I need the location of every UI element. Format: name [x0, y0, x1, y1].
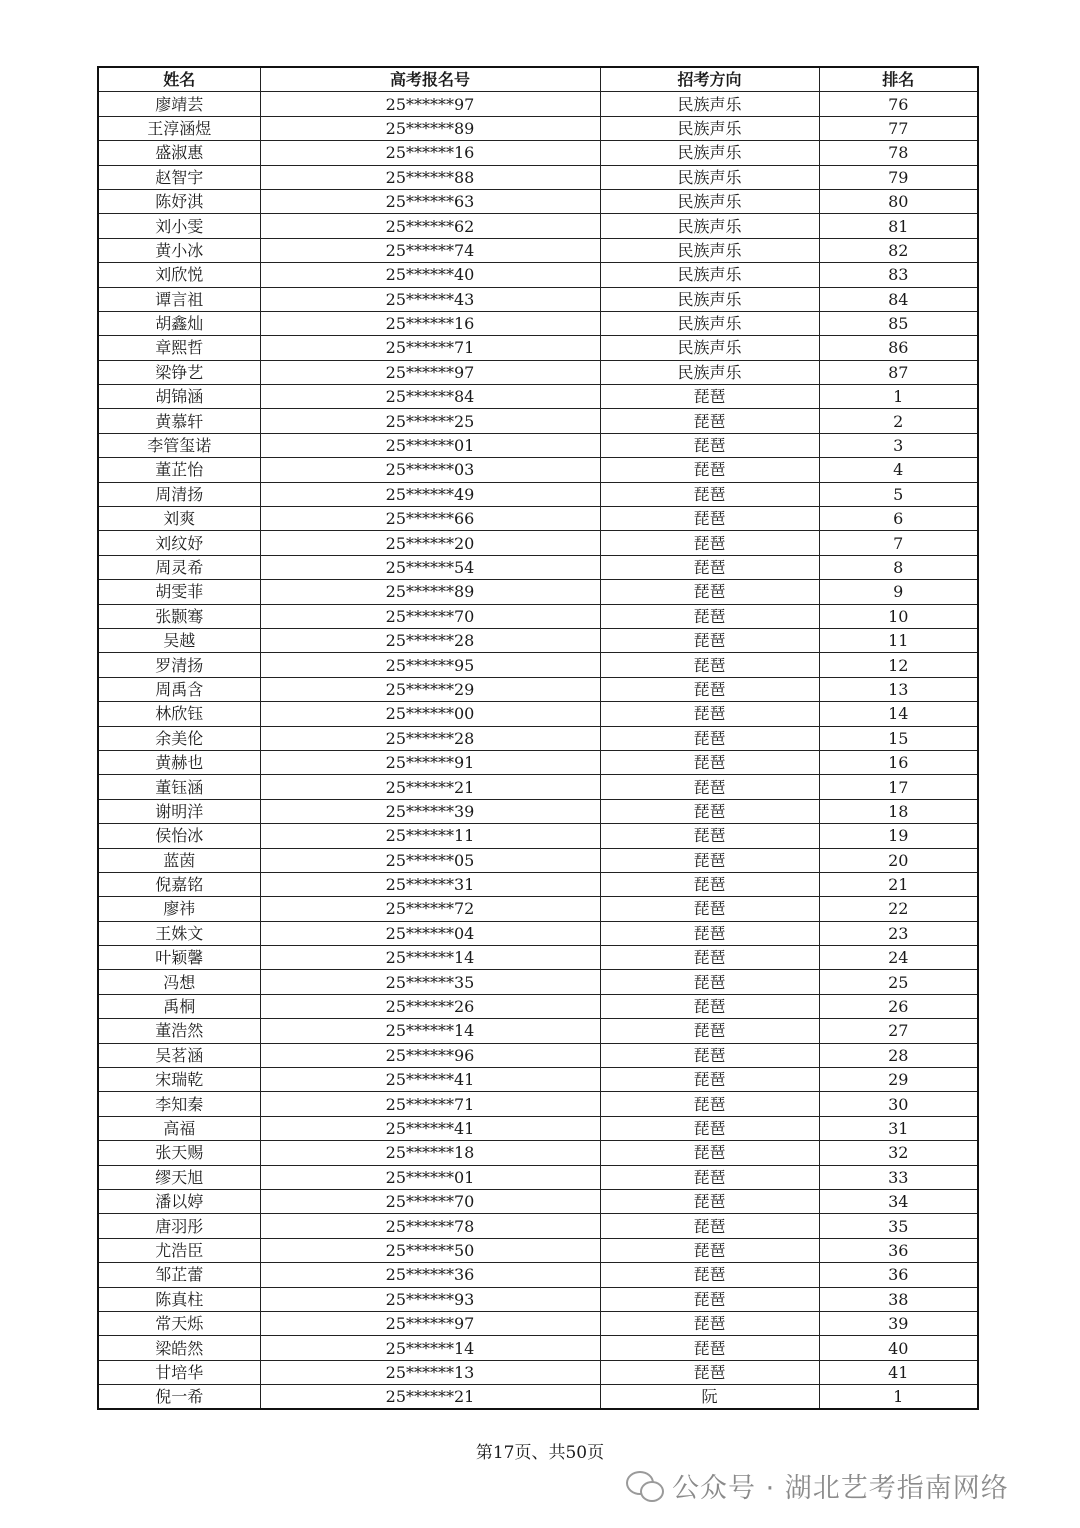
- cell-rank: 4: [819, 458, 978, 482]
- cell-exam-id: 25******41: [260, 1116, 600, 1140]
- cell-exam-id: 25******16: [260, 311, 600, 335]
- cell-rank: 40: [819, 1336, 978, 1360]
- cell-exam-id: 25******31: [260, 872, 600, 896]
- cell-name: 余美伦: [98, 726, 260, 750]
- cell-direction: 琵琶: [600, 458, 819, 482]
- cell-name: 黄小冰: [98, 238, 260, 262]
- cell-name: 李管玺诺: [98, 433, 260, 457]
- cell-direction: 琵琶: [600, 1238, 819, 1262]
- cell-rank: 19: [819, 824, 978, 848]
- table-row: [98, 336, 978, 360]
- cell-direction: 民族声乐: [600, 238, 819, 262]
- cell-name: 黄慕轩: [98, 409, 260, 433]
- cell-exam-id: 25******93: [260, 1287, 600, 1311]
- table-row: [98, 1189, 978, 1213]
- cell-exam-id: 25******05: [260, 848, 600, 872]
- cell-direction: 琵琶: [600, 531, 819, 555]
- cell-direction: 琵琶: [600, 1116, 819, 1140]
- table-row: [98, 92, 978, 116]
- cell-rank: 18: [819, 799, 978, 823]
- cell-direction: 民族声乐: [600, 360, 819, 384]
- cell-exam-id: 25******70: [260, 604, 600, 628]
- table-row: [98, 1165, 978, 1189]
- cell-direction: 民族声乐: [600, 214, 819, 238]
- cell-direction: 民族声乐: [600, 189, 819, 213]
- cell-exam-id: 25******13: [260, 1360, 600, 1384]
- cell-exam-id: 25******39: [260, 799, 600, 823]
- cell-direction: 琵琶: [600, 1165, 819, 1189]
- cell-rank: 41: [819, 1360, 978, 1384]
- cell-direction: 琵琶: [600, 946, 819, 970]
- cell-direction: 琵琶: [600, 872, 819, 896]
- cell-rank: 30: [819, 1092, 978, 1116]
- cell-direction: 民族声乐: [600, 311, 819, 335]
- table-row: [98, 482, 978, 506]
- table-row: [98, 165, 978, 189]
- watermark-text: 公众号 · 湖北艺考指南网络: [672, 1473, 1009, 1504]
- cell-name: 盛淑惠: [98, 141, 260, 165]
- cell-exam-id: 25******01: [260, 433, 600, 457]
- cell-rank: 24: [819, 946, 978, 970]
- cell-direction: 琵琶: [600, 750, 819, 774]
- cell-rank: 32: [819, 1141, 978, 1165]
- table-row: [98, 897, 978, 921]
- table-row: [98, 1311, 978, 1335]
- table-row: [98, 458, 978, 482]
- table-row: [98, 214, 978, 238]
- table-row: [98, 1141, 978, 1165]
- cell-name: 倪一希: [98, 1385, 260, 1410]
- cell-name: 董浩然: [98, 1019, 260, 1043]
- cell-direction: 琵琶: [600, 580, 819, 604]
- table-row: [98, 507, 978, 531]
- cell-rank: 16: [819, 750, 978, 774]
- cell-rank: 2: [819, 409, 978, 433]
- cell-exam-id: 25******35: [260, 970, 600, 994]
- cell-exam-id: 25******66: [260, 507, 600, 531]
- wechat-icon: [626, 1469, 664, 1503]
- cell-rank: 76: [819, 92, 978, 116]
- table-row: [98, 702, 978, 726]
- cell-direction: 民族声乐: [600, 141, 819, 165]
- cell-name: 董钰涵: [98, 775, 260, 799]
- table-row: [98, 799, 978, 823]
- cell-name: 周清扬: [98, 482, 260, 506]
- cell-direction: 琵琶: [600, 1141, 819, 1165]
- cell-exam-id: 25******50: [260, 1238, 600, 1262]
- header-rank: 排名: [819, 67, 978, 92]
- cell-exam-id: 25******28: [260, 726, 600, 750]
- cell-direction: 民族声乐: [600, 116, 819, 140]
- cell-rank: 13: [819, 677, 978, 701]
- cell-exam-id: 25******20: [260, 531, 600, 555]
- cell-rank: 34: [819, 1189, 978, 1213]
- cell-rank: 17: [819, 775, 978, 799]
- cell-rank: 25: [819, 970, 978, 994]
- cell-name: 黄赫也: [98, 750, 260, 774]
- table-body: [98, 92, 978, 1410]
- cell-rank: 14: [819, 702, 978, 726]
- cell-exam-id: 25******88: [260, 165, 600, 189]
- cell-name: 刘爽: [98, 507, 260, 531]
- cell-rank: 86: [819, 336, 978, 360]
- cell-direction: 琵琶: [600, 1287, 819, 1311]
- cell-rank: 27: [819, 1019, 978, 1043]
- cell-name: 吴越: [98, 628, 260, 652]
- cell-exam-id: 25******70: [260, 1189, 600, 1213]
- cell-name: 吴茗涵: [98, 1043, 260, 1067]
- cell-rank: 15: [819, 726, 978, 750]
- cell-exam-id: 25******26: [260, 994, 600, 1018]
- cell-direction: 琵琶: [600, 1068, 819, 1092]
- table-row: [98, 116, 978, 140]
- cell-direction: 琵琶: [600, 604, 819, 628]
- cell-rank: 80: [819, 189, 978, 213]
- table-row: [98, 677, 978, 701]
- cell-exam-id: 25******89: [260, 580, 600, 604]
- cell-exam-id: 25******03: [260, 458, 600, 482]
- cell-direction: 琵琶: [600, 897, 819, 921]
- cell-exam-id: 25******62: [260, 214, 600, 238]
- table-row: [98, 848, 978, 872]
- cell-exam-id: 25******49: [260, 482, 600, 506]
- cell-rank: 6: [819, 507, 978, 531]
- cell-name: 刘小雯: [98, 214, 260, 238]
- cell-exam-id: 25******21: [260, 775, 600, 799]
- cell-exam-id: 25******63: [260, 189, 600, 213]
- table-row: [98, 946, 978, 970]
- cell-direction: 民族声乐: [600, 336, 819, 360]
- cell-direction: 琵琶: [600, 824, 819, 848]
- cell-rank: 81: [819, 214, 978, 238]
- table-row: [98, 555, 978, 579]
- table-row: [98, 360, 978, 384]
- cell-direction: 琵琶: [600, 653, 819, 677]
- table-row: [98, 604, 978, 628]
- cell-exam-id: 25******97: [260, 92, 600, 116]
- cell-rank: 26: [819, 994, 978, 1018]
- cell-name: 张颢骞: [98, 604, 260, 628]
- cell-exam-id: 25******97: [260, 1311, 600, 1335]
- cell-direction: 琵琶: [600, 848, 819, 872]
- table-row: [98, 1238, 978, 1262]
- table-row: [98, 1214, 978, 1238]
- cell-exam-id: 25******97: [260, 360, 600, 384]
- cell-rank: 10: [819, 604, 978, 628]
- cell-exam-id: 25******36: [260, 1263, 600, 1287]
- table-row: [98, 1019, 978, 1043]
- cell-exam-id: 25******72: [260, 897, 600, 921]
- cell-direction: 琵琶: [600, 1043, 819, 1067]
- table-row: [98, 726, 978, 750]
- cell-name: 缪天旭: [98, 1165, 260, 1189]
- cell-rank: 36: [819, 1238, 978, 1262]
- table-row: [98, 1092, 978, 1116]
- table-row: [98, 311, 978, 335]
- cell-name: 胡锦涵: [98, 385, 260, 409]
- cell-exam-id: 25******14: [260, 1019, 600, 1043]
- cell-exam-id: 25******01: [260, 1165, 600, 1189]
- cell-exam-id: 25******16: [260, 141, 600, 165]
- cell-exam-id: 25******43: [260, 287, 600, 311]
- table-header-row: [98, 67, 978, 92]
- table-row: [98, 433, 978, 457]
- cell-rank: 3: [819, 433, 978, 457]
- cell-rank: 21: [819, 872, 978, 896]
- cell-name: 冯想: [98, 970, 260, 994]
- cell-name: 张天赐: [98, 1141, 260, 1165]
- cell-exam-id: 25******54: [260, 555, 600, 579]
- cell-name: 谢明洋: [98, 799, 260, 823]
- header-exam-id: 高考报名号: [260, 67, 600, 92]
- cell-name: 刘纹妤: [98, 531, 260, 555]
- cell-direction: 琵琶: [600, 507, 819, 531]
- table-row: [98, 921, 978, 945]
- cell-rank: 5: [819, 482, 978, 506]
- watermark: [626, 1466, 1009, 1505]
- cell-name: 廖祎: [98, 897, 260, 921]
- cell-name: 陈真柱: [98, 1287, 260, 1311]
- cell-rank: 1: [819, 1385, 978, 1410]
- cell-name: 周禹含: [98, 677, 260, 701]
- cell-exam-id: 25******71: [260, 336, 600, 360]
- table-row: [98, 1116, 978, 1140]
- cell-name: 唐羽彤: [98, 1214, 260, 1238]
- cell-rank: 36: [819, 1263, 978, 1287]
- cell-name: 谭言祖: [98, 287, 260, 311]
- cell-rank: 35: [819, 1214, 978, 1238]
- cell-name: 王姝文: [98, 921, 260, 945]
- cell-exam-id: 25******25: [260, 409, 600, 433]
- cell-name: 胡鑫灿: [98, 311, 260, 335]
- cell-exam-id: 25******74: [260, 238, 600, 262]
- table-row: [98, 994, 978, 1018]
- cell-exam-id: 25******14: [260, 1336, 600, 1360]
- cell-rank: 83: [819, 263, 978, 287]
- cell-name: 周灵希: [98, 555, 260, 579]
- cell-direction: 琵琶: [600, 1311, 819, 1335]
- table-row: [98, 775, 978, 799]
- cell-name: 高福: [98, 1116, 260, 1140]
- cell-exam-id: 25******04: [260, 921, 600, 945]
- cell-direction: 琵琶: [600, 385, 819, 409]
- table-row: [98, 580, 978, 604]
- cell-direction: 琵琶: [600, 775, 819, 799]
- table-row: [98, 1336, 978, 1360]
- cell-direction: 阮: [600, 1385, 819, 1410]
- cell-rank: 31: [819, 1116, 978, 1140]
- cell-direction: 民族声乐: [600, 92, 819, 116]
- cell-name: 倪嘉铭: [98, 872, 260, 896]
- cell-exam-id: 25******14: [260, 946, 600, 970]
- cell-name: 李知秦: [98, 1092, 260, 1116]
- table-row: [98, 531, 978, 555]
- table-row: [98, 750, 978, 774]
- table-row: [98, 1287, 978, 1311]
- cell-rank: 12: [819, 653, 978, 677]
- cell-rank: 8: [819, 555, 978, 579]
- cell-rank: 20: [819, 848, 978, 872]
- cell-rank: 78: [819, 141, 978, 165]
- cell-direction: 琵琶: [600, 799, 819, 823]
- cell-rank: 7: [819, 531, 978, 555]
- cell-direction: 民族声乐: [600, 263, 819, 287]
- cell-name: 廖靖芸: [98, 92, 260, 116]
- cell-name: 侯怡冰: [98, 824, 260, 848]
- cell-rank: 23: [819, 921, 978, 945]
- cell-direction: 琵琶: [600, 1263, 819, 1287]
- cell-exam-id: 25******00: [260, 702, 600, 726]
- cell-name: 禹桐: [98, 994, 260, 1018]
- cell-name: 胡雯菲: [98, 580, 260, 604]
- table-row: [98, 1385, 978, 1410]
- table-row: [98, 970, 978, 994]
- cell-name: 章熙哲: [98, 336, 260, 360]
- table-row: [98, 1360, 978, 1384]
- table-row: [98, 189, 978, 213]
- cell-direction: 琵琶: [600, 1019, 819, 1043]
- cell-direction: 琵琶: [600, 1214, 819, 1238]
- cell-rank: 29: [819, 1068, 978, 1092]
- table-row: [98, 385, 978, 409]
- cell-direction: 琵琶: [600, 628, 819, 652]
- table-row: [98, 653, 978, 677]
- cell-direction: 民族声乐: [600, 165, 819, 189]
- table-row: [98, 1043, 978, 1067]
- cell-direction: 琵琶: [600, 409, 819, 433]
- table-row: [98, 287, 978, 311]
- page-number: 第17页、共50页: [475, 1443, 605, 1463]
- cell-rank: 82: [819, 238, 978, 262]
- cell-name: 罗清扬: [98, 653, 260, 677]
- cell-direction: 琵琶: [600, 1360, 819, 1384]
- cell-direction: 琵琶: [600, 1092, 819, 1116]
- cell-name: 刘欣悦: [98, 263, 260, 287]
- cell-exam-id: 25******41: [260, 1068, 600, 1092]
- results-table: [97, 66, 979, 1410]
- cell-rank: 39: [819, 1311, 978, 1335]
- table-row: [98, 238, 978, 262]
- cell-name: 赵智宇: [98, 165, 260, 189]
- cell-rank: 11: [819, 628, 978, 652]
- table-row: [98, 1068, 978, 1092]
- cell-name: 梁铮艺: [98, 360, 260, 384]
- cell-rank: 1: [819, 385, 978, 409]
- table-row: [98, 824, 978, 848]
- cell-rank: 77: [819, 116, 978, 140]
- cell-name: 尤浩臣: [98, 1238, 260, 1262]
- cell-name: 甘培华: [98, 1360, 260, 1384]
- cell-rank: 33: [819, 1165, 978, 1189]
- cell-rank: 28: [819, 1043, 978, 1067]
- cell-name: 董芷怡: [98, 458, 260, 482]
- cell-exam-id: 25******95: [260, 653, 600, 677]
- cell-name: 陈妤淇: [98, 189, 260, 213]
- cell-exam-id: 25******91: [260, 750, 600, 774]
- header-name: 姓名: [98, 67, 260, 92]
- cell-rank: 87: [819, 360, 978, 384]
- cell-name: 潘以婷: [98, 1189, 260, 1213]
- cell-direction: 民族声乐: [600, 287, 819, 311]
- cell-exam-id: 25******29: [260, 677, 600, 701]
- cell-direction: 琵琶: [600, 555, 819, 579]
- cell-direction: 琵琶: [600, 1336, 819, 1360]
- cell-direction: 琵琶: [600, 482, 819, 506]
- cell-name: 梁皓然: [98, 1336, 260, 1360]
- header-direction: 招考方向: [600, 67, 819, 92]
- cell-name: 常天烁: [98, 1311, 260, 1335]
- cell-rank: 9: [819, 580, 978, 604]
- cell-direction: 琵琶: [600, 702, 819, 726]
- cell-name: 宋瑞乾: [98, 1068, 260, 1092]
- table-row: [98, 872, 978, 896]
- cell-rank: 22: [819, 897, 978, 921]
- cell-name: 林欣钰: [98, 702, 260, 726]
- cell-direction: 琵琶: [600, 677, 819, 701]
- results-table-container: [97, 66, 977, 1410]
- cell-rank: 85: [819, 311, 978, 335]
- cell-direction: 琵琶: [600, 970, 819, 994]
- table-row: [98, 628, 978, 652]
- cell-name: 王淳涵煜: [98, 116, 260, 140]
- cell-exam-id: 25******89: [260, 116, 600, 140]
- cell-name: 邹芷蕾: [98, 1263, 260, 1287]
- table-row: [98, 263, 978, 287]
- table-row: [98, 409, 978, 433]
- cell-exam-id: 25******21: [260, 1385, 600, 1410]
- cell-exam-id: 25******40: [260, 263, 600, 287]
- cell-direction: 琵琶: [600, 726, 819, 750]
- cell-direction: 琵琶: [600, 921, 819, 945]
- cell-exam-id: 25******96: [260, 1043, 600, 1067]
- cell-exam-id: 25******11: [260, 824, 600, 848]
- cell-exam-id: 25******18: [260, 1141, 600, 1165]
- table-row: [98, 141, 978, 165]
- cell-exam-id: 25******78: [260, 1214, 600, 1238]
- cell-name: 叶颖馨: [98, 946, 260, 970]
- table-row: [98, 1263, 978, 1287]
- cell-direction: 琵琶: [600, 1189, 819, 1213]
- cell-rank: 79: [819, 165, 978, 189]
- cell-direction: 琵琶: [600, 994, 819, 1018]
- cell-direction: 琵琶: [600, 433, 819, 457]
- cell-rank: 84: [819, 287, 978, 311]
- cell-exam-id: 25******84: [260, 385, 600, 409]
- cell-exam-id: 25******28: [260, 628, 600, 652]
- cell-exam-id: 25******71: [260, 1092, 600, 1116]
- cell-name: 蓝茵: [98, 848, 260, 872]
- cell-rank: 38: [819, 1287, 978, 1311]
